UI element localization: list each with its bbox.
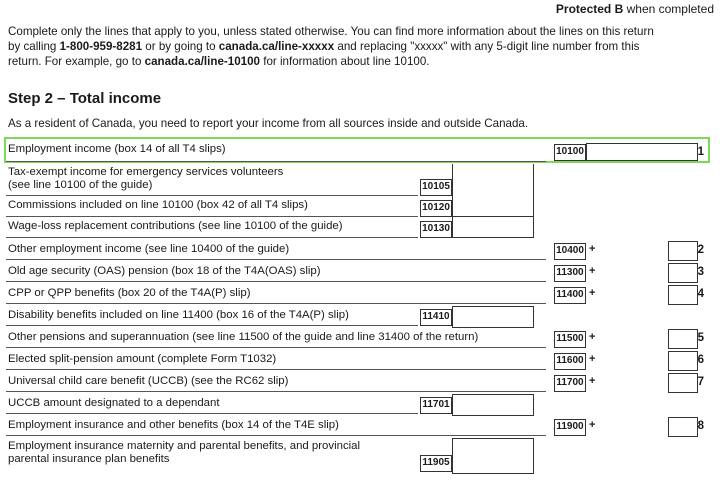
line-label-part-2: (see line 10100 of the guide) (8, 179, 153, 191)
plus-sign: + (589, 419, 596, 431)
line-code-box: 11900 (554, 419, 586, 436)
line-code-box: 11300 (554, 265, 586, 282)
intro-text: or by going to (142, 40, 219, 53)
line-label: Employment insurance and other benefits (box 14 of the T4E slip) (8, 419, 339, 431)
line-11600-row (6, 348, 718, 370)
amount-field[interactable] (452, 217, 534, 238)
intro-line-2 (8, 39, 708, 54)
line-10130-row (6, 217, 718, 238)
line-10400-row (6, 238, 718, 260)
protected-suffix: when completed (623, 2, 714, 16)
line-label: UCCB amount designated to a dependant (8, 397, 220, 409)
line-label: Employment income (box 14 of all T4 slips) (8, 143, 226, 155)
line-11700-row (6, 370, 718, 392)
plus-sign: + (589, 287, 596, 299)
income-lines (6, 138, 718, 470)
line-label: Elected split-pension amount (complete Form T1032) (8, 353, 277, 365)
amount-cents-field[interactable] (668, 351, 698, 371)
line-code-box: 11700 (554, 375, 586, 392)
intro-line-1: Complete only the lines that apply to you, unless stated otherwise. You can find more information about the lines on this return (8, 25, 654, 38)
line-label-part-1: Tax-exempt income for emergency services volunteers (8, 166, 284, 178)
amount-field[interactable] (452, 306, 534, 328)
line-10105-row (6, 162, 718, 196)
amount-field[interactable] (452, 438, 534, 474)
line-11900-row (6, 414, 718, 436)
line-code-box: 11500 (554, 331, 586, 348)
line-label: Wage-loss replacement contributions (see line 10100 of the guide) (8, 220, 343, 232)
line-number: 7 (697, 376, 704, 388)
amount-field[interactable] (452, 394, 534, 416)
line-label: Old age security (OAS) pension (box 18 of the T4A(OAS) slip) (8, 265, 321, 277)
line-code-box: 10100 (554, 144, 586, 161)
amount-cents-field[interactable] (668, 417, 698, 437)
intro-text: for information about line 10100. (260, 55, 430, 68)
line-code-box: 10105 (420, 179, 452, 196)
line-number: 5 (697, 332, 704, 344)
example-url-link[interactable]: canada.ca/line-10100 (144, 55, 260, 68)
line-label-part-2: parental insurance plan benefits (8, 453, 170, 465)
plus-sign: + (589, 353, 596, 365)
amount-cents-field[interactable] (668, 329, 698, 349)
line-label: Disability benefits included on line 11400 (box 16 of the T4A(P) slip) (8, 309, 349, 321)
line-11300-row (6, 260, 718, 282)
amount-field[interactable] (452, 196, 534, 217)
line-code-box: 11410 (420, 309, 452, 326)
line-label: Commissions included on line 10100 (box 42 of all T4 slips) (8, 199, 308, 211)
line-number: 2 (697, 244, 704, 256)
resident-instruction: As a resident of Canada, you need to report your income from all sources inside and outside Canada. (8, 117, 529, 130)
line-number: 6 (697, 354, 704, 366)
amount-cents-field[interactable] (668, 263, 698, 283)
line-code-box: 10400 (554, 243, 586, 260)
line-label: Universal child care benefit (UCCB) (see the RC62 slip) (8, 375, 289, 387)
line-10100-row (6, 138, 718, 162)
line-10120-row (6, 196, 718, 217)
intro-paragraph (8, 24, 708, 69)
plus-sign: + (589, 243, 596, 255)
plus-sign: + (589, 375, 596, 387)
line-label: CPP or QPP benefits (box 20 of the T4A(P) slip) (8, 287, 251, 299)
amount-field[interactable] (586, 143, 698, 161)
line-code-box: 11400 (554, 287, 586, 304)
line-11500-row (6, 326, 718, 348)
line-11701-row (6, 392, 718, 414)
line-code-box: 10120 (420, 200, 452, 217)
line-11400-row (6, 282, 718, 304)
line-label (8, 166, 283, 192)
line-code-box: 10130 (420, 221, 452, 238)
line-code-box: 11600 (554, 353, 586, 370)
line-label: Other pensions and superannuation (see line 11500 of the guide and line 31400 of the return) (8, 331, 479, 343)
line-url-link[interactable]: canada.ca/line-xxxxx (218, 40, 335, 53)
plus-sign: + (589, 331, 596, 343)
line-11905-row (6, 436, 718, 470)
line-number: 1 (697, 146, 704, 158)
protected-notice (556, 2, 714, 16)
line-label: Other employment income (see line 10400 of the guide) (8, 243, 290, 255)
intro-text: by calling (8, 40, 60, 53)
line-code-box: 11905 (420, 455, 452, 472)
phone-number: 1-800-959-8281 (59, 40, 143, 53)
line-11410-row (6, 304, 718, 326)
line-label-part-1: Employment insurance maternity and parental benefits, and provincial (8, 440, 361, 452)
line-code-box: 11701 (420, 397, 452, 414)
intro-text: return. For example, go to (8, 55, 145, 68)
amount-field[interactable] (452, 164, 534, 197)
line-number: 3 (697, 266, 704, 278)
amount-cents-field[interactable] (668, 241, 698, 261)
protected-label: Protected B (555, 2, 624, 16)
plus-sign: + (589, 265, 596, 277)
intro-line-3 (8, 54, 708, 69)
line-label (8, 440, 360, 466)
amount-cents-field[interactable] (668, 285, 698, 305)
intro-text: and replacing "xxxxx" with any 5-digit line number from this (334, 40, 640, 53)
line-number: 4 (697, 288, 704, 300)
line-number: 8 (697, 420, 704, 432)
amount-cents-field[interactable] (668, 373, 698, 393)
section-title: Step 2 – Total income (8, 90, 162, 107)
